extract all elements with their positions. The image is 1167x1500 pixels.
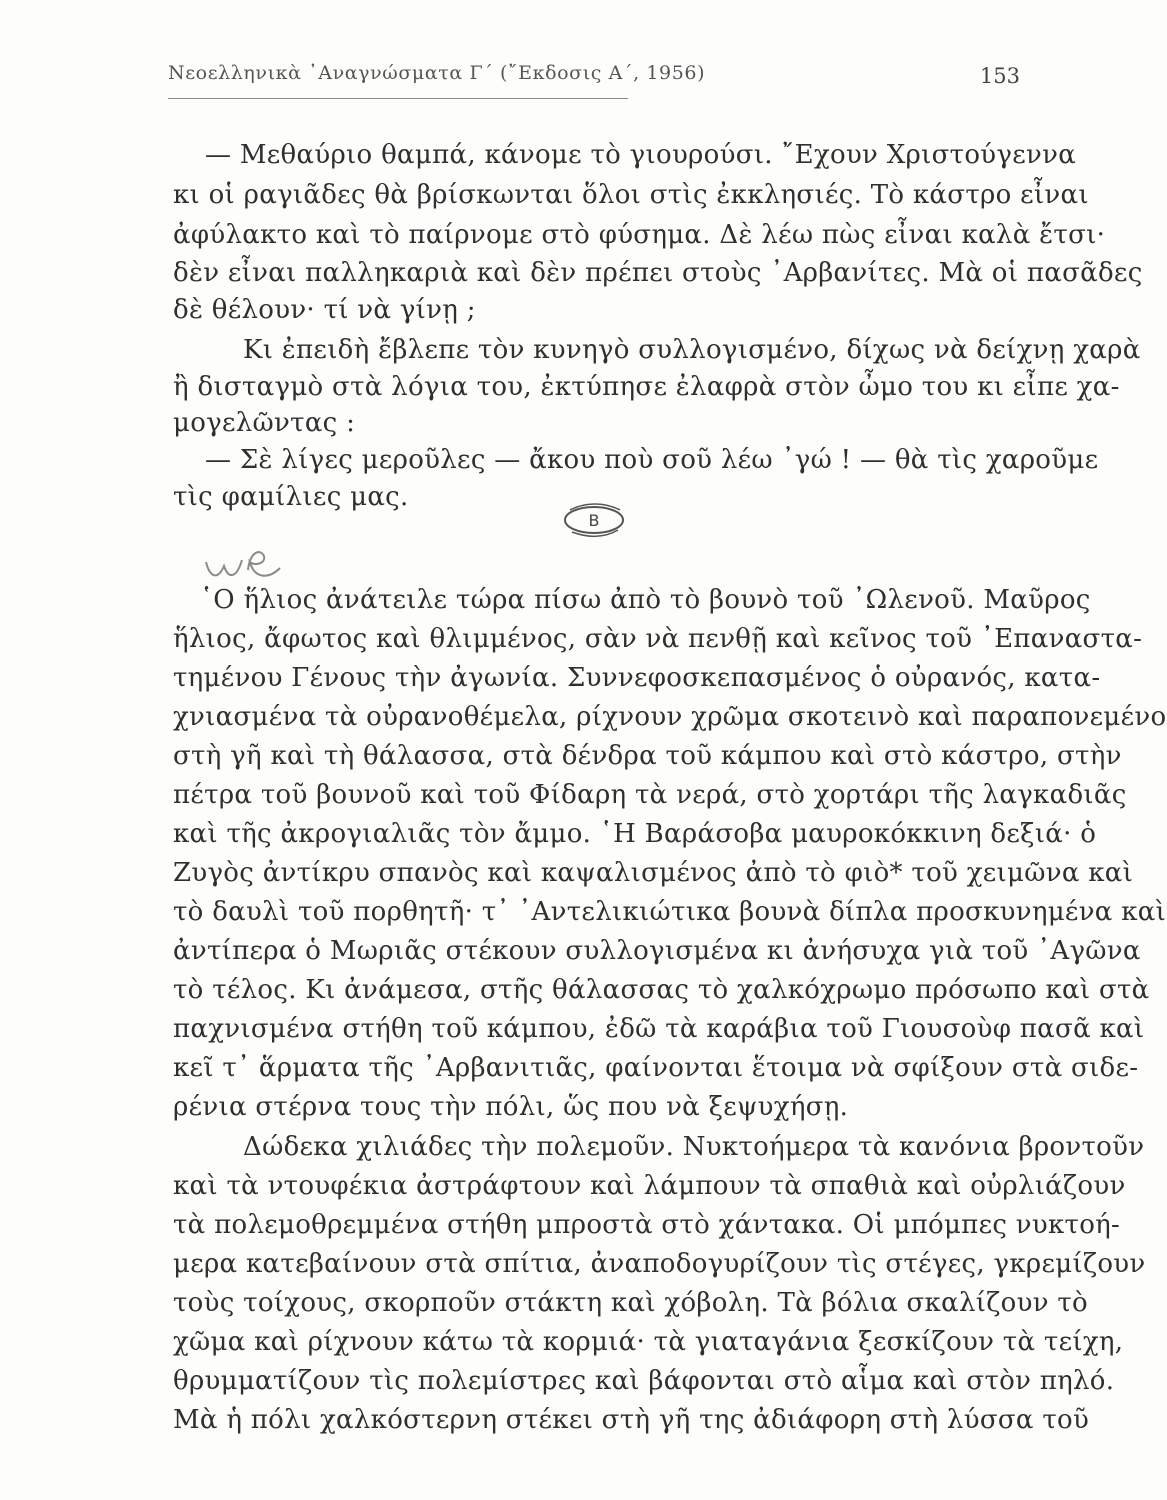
text-line: χνιασμένα τὰ οὐρανοθέμελα, ρίχνουν χρῶμα σκοτεινὸ καὶ παραπονεμένο — [173, 702, 1167, 732]
header-title: Νεοελληνικὰ ᾿Αναγνώσματα Γ΄ (῎Εκδοσις Α΄, 1956) — [168, 62, 706, 84]
text-line: στὴ γῆ καὶ τὴ θάλασσα, στὰ δένδρα τοῦ κάμπου καὶ στὸ κάστρο, στὴν — [173, 741, 1122, 771]
text-line: τὸ δαυλὶ τοῦ πορθητῆ· τ᾿ ᾿Αντελικιώτικα βουνὰ δίπλα προσκυνημένα καὶ — [173, 897, 1167, 927]
text-line: καὶ τῆς ἀκρογιαλιᾶς τὸν ἄμμο. ῾Η Βαράσοβα μαυροκόκκινη δεξιά· ὁ — [173, 819, 1097, 849]
text-line: παχνισμένα στήθη τοῦ κάμπου, ἐδῶ τὰ καράβια τοῦ Γιουσοὺφ πασᾶ καὶ — [173, 1014, 1145, 1044]
text-line: ρένια στέρνα τους τὴν πόλι, ὥς που νὰ ξεψυχήσῃ. — [173, 1092, 849, 1122]
text-line: Κι ἐπειδὴ ἔβλεπε τὸν κυνηγὸ συλλογισμένο, δίχως νὰ δείχνῃ χαρὰ — [243, 335, 1141, 365]
text-line: τοὺς τοίχους, σκορποῦν στάκτη καὶ χόβολη. Τὰ βόλια σκαλίζουν τὸ — [173, 1288, 1088, 1318]
running-header — [168, 62, 1020, 98]
text-line: τημένου Γένους τὴν ἀγωνία. Συννεφοσκεπασμένος ὁ οὐρανός, κατα- — [173, 663, 1101, 693]
text-line: κεῖ τ᾿ ἅρματα τῆς ᾿Αρβανιτιᾶς, φαίνονται ἕτοιμα νὰ σφίξουν στὰ σιδε- — [173, 1053, 1139, 1083]
handwritten-mark-icon — [198, 530, 308, 590]
text-line: — Μεθαύριο θαμπά, κάνομε τὸ γιουρούσι. ῎Εχουν Χριστούγεννα — [205, 140, 1077, 170]
text-line: δὲν εἶναι παλληκαριὰ καὶ δὲν πρέπει στοὺς ᾿Αρβανίτες. Μὰ οἱ πασᾶδες — [173, 258, 1143, 288]
text-line: ἥλιος, ἄφωτος καὶ θλιμμένος, σὰν νὰ πενθῇ καὶ κεῖνος τοῦ ᾿Επαναστα- — [173, 624, 1143, 654]
text-line: Μὰ ἡ πόλι χαλκόστερνη στέκει στὴ γῆ της ἀδιάφορη στὴ λύσσα τοῦ — [173, 1405, 1090, 1435]
section-stamp — [560, 500, 628, 540]
text-line: ἀφύλακτο καὶ τὸ παίρνομε στὸ φύσημα. Δὲ λέω πὼς εἶναι καλὰ ἔτσι· — [173, 220, 1106, 250]
header-rule — [168, 98, 628, 99]
text-line: τὰ πολεμοθρεμμένα στήθη μπροστὰ στὸ χάντακα. Οἱ μπόμπες νυκτοή- — [173, 1210, 1121, 1240]
text-line: κι οἱ ραγιᾶδες θὰ βρίσκωνται ὅλοι στὶς ἐκκλησιές. Τὸ κάστρο εἶναι — [173, 180, 1089, 210]
text-line: τὸ τέλος. Κι ἀνάμεσα, στῆς θάλασσας τὸ χαλκόχρωμο πρόσωπο καὶ στὰ — [173, 975, 1150, 1005]
text-line: δὲ θέλουν· τί νὰ γίνῃ ; — [173, 295, 476, 325]
stamp-label: B — [588, 511, 600, 530]
text-line: ἀντίπερα ὁ Μωριᾶς στέκουν συλλογισμένα κι ἀνήσυχα γιὰ τοῦ ᾿Αγῶνα — [173, 936, 1141, 966]
text-line: Δώδεκα χιλιάδες τὴν πολεμοῦν. Νυκτοήμερα τὰ κανόνια βροντοῦν — [243, 1132, 1145, 1162]
text-line: μερα κατεβαίνουν στὰ σπίτια, ἀναποδογυρίζουν τὶς στέγες, γκρεμίζουν — [173, 1249, 1146, 1279]
text-line: τὶς φαμίλιες μας. — [173, 482, 409, 512]
text-line: πέτρα τοῦ βουνοῦ καὶ τοῦ Φίδαρη τὰ νερά, στὸ χορτάρι τῆς λαγκαδιᾶς — [173, 780, 1127, 810]
text-line: καὶ τὰ ντουφέκια ἀστράφτουν καὶ λάμπουν τὰ σπαθιὰ καὶ οὐρλιάζουν — [173, 1171, 1126, 1201]
text-line: θρυμματίζουν τὶς πολεμίστρες καὶ βάφονται στὸ αἷμα καὶ στὸν πηλό. — [173, 1366, 1115, 1396]
text-line: χῶμα καὶ ρίχνουν κάτω τὰ κορμιά· τὰ γιαταγάνια ξεσκίζουν τὰ τείχη, — [173, 1327, 1124, 1357]
text-line: Ζυγὸς ἀντίκρυ σπανὸς καὶ καψαλισμένος ἀπὸ τὸ φιὸ* τοῦ χειμῶνα καὶ — [173, 858, 1134, 888]
page-number: 153 — [979, 64, 1020, 88]
text-line: ῾Ο ἥλιος ἀνάτειλε τώρα πίσω ἀπὸ τὸ βουνὸ τοῦ ᾿Ωλενοῦ. Μαῦρος — [200, 585, 1091, 615]
text-line: — Σὲ λίγες μεροῦλες — ἄκου ποὺ σοῦ λέω ᾿γώ ! — θὰ τὶς χαροῦμε — [205, 445, 1099, 475]
text-line: μογελῶντας : — [173, 408, 356, 438]
text-line: ἢ δισταγμὸ στὰ λόγια του, ἐκτύπησε ἐλαφρὰ στὸν ὦμο του κι εἶπε χα- — [173, 372, 1120, 402]
